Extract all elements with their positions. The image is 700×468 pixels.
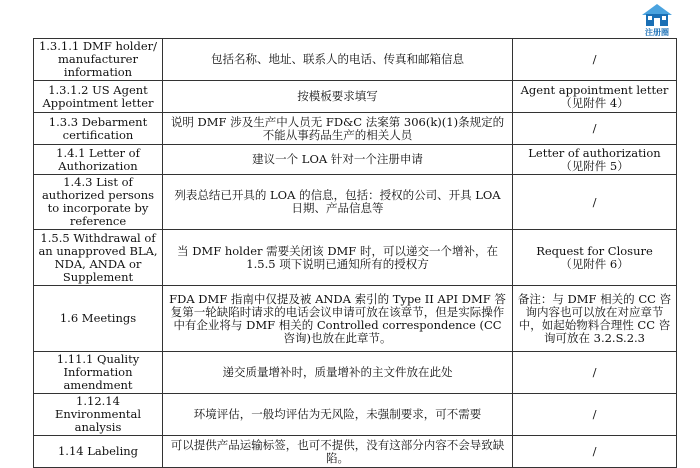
row-note: / [513,39,677,81]
row-note: Agent appointment letter （见附件 4） [513,81,677,113]
table-row [34,352,677,394]
row-description: 建议一个 LOA 针对一个注册申请 [163,145,513,175]
table-row [34,113,677,145]
table-row [34,175,677,230]
row-description: 当 DMF holder 需要关闭该 DMF 时，可以递交一个增补，在 1.5.5 项下说明已通知所有的授权方 [163,230,513,286]
row-item: 1.3.1.2 US Agent Appointment letter [34,81,163,113]
row-note: / [513,436,677,468]
row-note: / [513,113,677,145]
table-row [34,39,677,81]
row-description: 包括名称、地址、联系人的电话、传真和邮箱信息 [163,39,513,81]
table-row [34,436,677,468]
row-item: 1.3.1.1 DMF holder/ manufacturer information [34,39,163,81]
row-item: 1.6 Meetings [34,286,163,352]
logo-text: 注册圈 [645,28,669,37]
row-item: 1.4.3 List of authorized persons to incorporate by reference [34,175,163,230]
row-item: 1.5.5 Withdrawal of an unapproved BLA, NDA, ANDA or Supplement [34,230,163,286]
table-row [34,394,677,436]
logo [628,2,686,38]
table-row [34,81,677,113]
row-description: 可以提供产品运输标签，也可不提供，没有这部分内容不会导致缺陷。 [163,436,513,468]
table-row [34,286,677,352]
row-item: 1.11.1 Quality Information amendment [34,352,163,394]
row-description: 列表总结已开具的 LOA 的信息，包括：授权的公司、开具 LOA 日期、产品信息等 [163,175,513,230]
row-note: / [513,394,677,436]
row-note: / [513,352,677,394]
row-item: 1.3.3 Debarment certification [34,113,163,145]
row-description: 递交质量增补时，质量增补的主文件放在此处 [163,352,513,394]
dmf-module1-table [33,38,677,468]
row-item: 1.4.1 Letter of Authorization [34,145,163,175]
table-row [34,145,677,175]
row-note: 备注：与 DMF 相关的 CC 咨询内容也可以放在对应章节中，如起始物料合理性 CC 咨询可放在 3.2.S.2.3 [513,286,677,352]
table-row [34,230,677,286]
row-description: 说明 DMF 涉及生产中人员无 FD&C 法案第 306(k)(1)条规定的不能从事药品生产的相关人员 [163,113,513,145]
house-logo-icon [628,2,686,28]
row-description: 环境评估，一般均评估为无风险，未强制要求，可不需要 [163,394,513,436]
row-note: Letter of authorization （见附件 5） [513,145,677,175]
row-description: FDA DMF 指南中仅提及被 ANDA 索引的 Type II API DMF 答复第一轮缺陷时请求的电话会议申请可放在该章节，但是实际操作中有企业将与 DMF 相关的 Controlled correspondence (CC 咨询)也放在此章节。 [163,286,513,352]
row-item: 1.12.14 Environmental analysis [34,394,163,436]
row-note: / [513,175,677,230]
row-item: 1.14 Labeling [34,436,163,468]
row-description: 按模板要求填写 [163,81,513,113]
row-note: Request for Closure （见附件 6） [513,230,677,286]
